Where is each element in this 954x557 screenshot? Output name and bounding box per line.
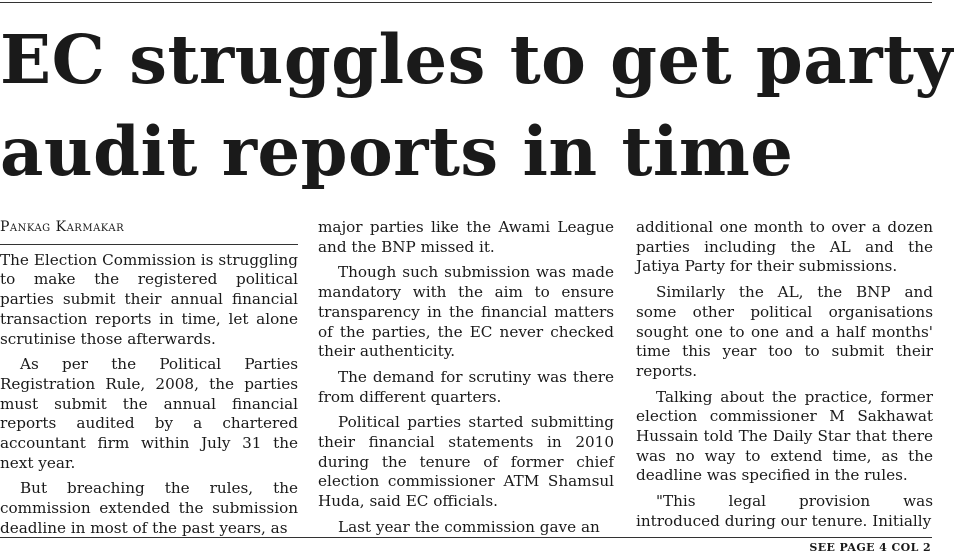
paragraph: As per the Political Parties Registration Rule, 2008, the parties must submit the annual financial reports audited by a chartered accountant firm within July 31 the next year. bbox=[0, 355, 298, 472]
paragraph: Talking about the practice, former election commissioner M Sakhawat Hussain told The Daily Star that there was no way to extend time, as the deadline was specified in the rules. bbox=[636, 387, 933, 485]
paragraph: Last year the commission gave an bbox=[338, 517, 600, 536]
paragraph: major parties like the Awami League and the BNP missed it. bbox=[318, 218, 614, 256]
column-2 bbox=[318, 218, 614, 544]
paragraph: The demand for scrutiny was there from different quarters. bbox=[318, 367, 614, 406]
byline: Pankag Karmakar bbox=[0, 218, 298, 245]
headline-line-2: audit reports in time bbox=[0, 112, 794, 191]
paragraph: Political parties started submitting their financial statements in 2010 during the tenure of former chief election commissioner ATM Shamsul Huda, said EC officials. bbox=[318, 413, 614, 511]
jump-line: SEE PAGE 4 COL 2 bbox=[809, 540, 931, 554]
top-rule bbox=[0, 2, 932, 3]
headline bbox=[0, 14, 954, 198]
paragraph: additional one month to over a dozen parties including the AL and the Jatiya Party for their submissions. bbox=[636, 218, 933, 276]
column-1 bbox=[0, 218, 298, 545]
headline-line-1: EC struggles to get party bbox=[0, 20, 954, 99]
bottom-rule bbox=[0, 537, 932, 538]
paragraph: Though such submission was made mandatory with the aim to ensure transparency in the financial matters of the parties, the EC never checked their authenticity. bbox=[318, 263, 614, 361]
paragraph: The Election Commission is struggling to make the registered political parties submit their annual financial transaction reports in time, let alone scrutinise those afterwards. bbox=[0, 250, 298, 348]
paragraph: Similarly the AL, the BNP and some other political organisations sought one to one and a half months' time this year too to submit their reports. bbox=[636, 283, 933, 380]
paragraph: But breaching the rules, the commission extended the submission deadline in most of the past years, as bbox=[0, 479, 298, 537]
column-3 bbox=[636, 218, 933, 557]
paragraph: "This legal provision was introduced during our tenure. Initially bbox=[636, 492, 933, 530]
